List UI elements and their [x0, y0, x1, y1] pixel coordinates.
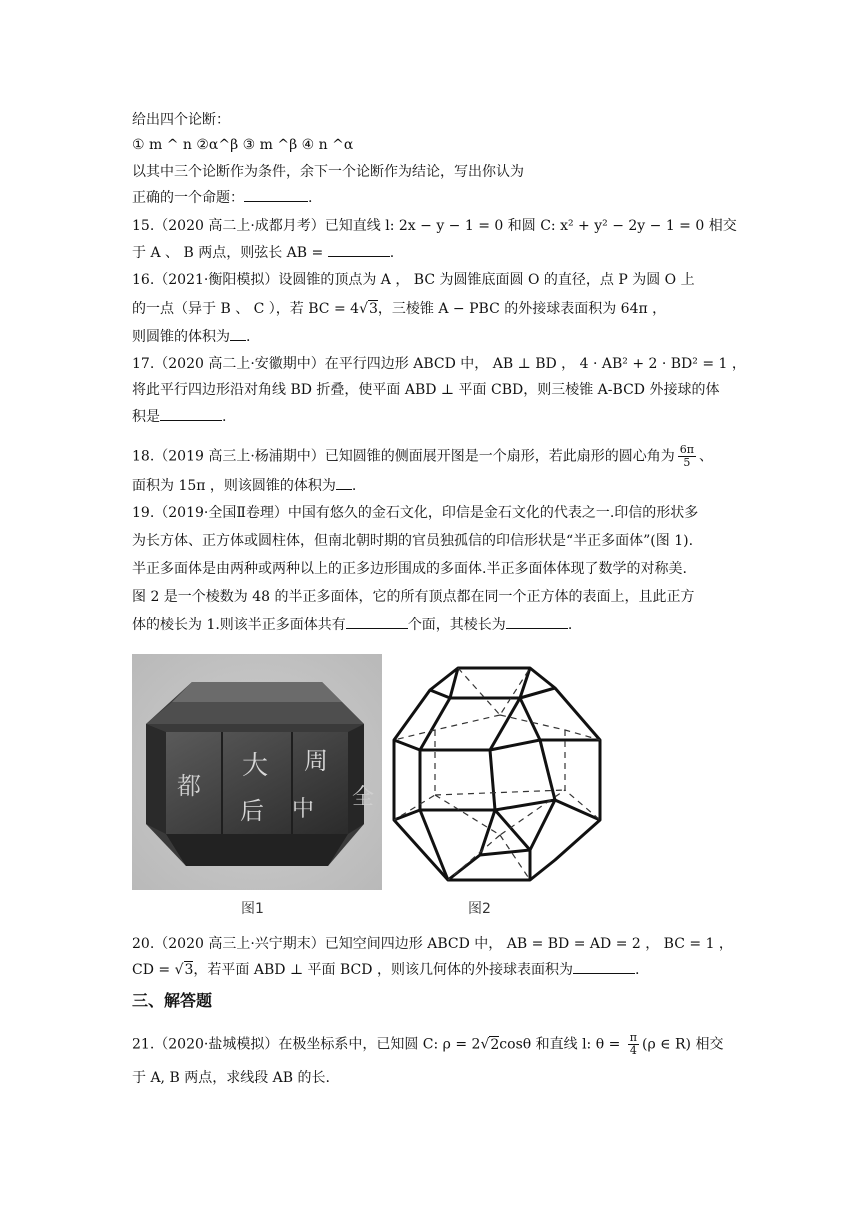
text: 20.（2020 高三上·兴宁期末）已知空间四边形 ABCD 中， AB = BD = AD = 2 ， BC = 1 ， — [132, 936, 733, 952]
q19-line-3 — [132, 559, 687, 579]
polyhedron-diagram — [390, 660, 610, 885]
text: 、 — [699, 448, 714, 465]
fraction-numerator: π — [629, 1031, 638, 1044]
text: 给出四个论断： — [132, 112, 230, 128]
answer-blank — [573, 973, 635, 974]
text: . — [389, 245, 395, 261]
seal-char: 全 — [352, 785, 375, 810]
figure-1-seal-photo — [132, 654, 382, 890]
seal-char: 后 — [240, 797, 264, 825]
text: 正确的一个命题： — [132, 190, 244, 206]
text: 图 2 是一个棱数为 48 的半正多面体，它的所有顶点都在同一个正方体的表面上，且此正方 — [132, 589, 695, 605]
text: cosθ 和直线 l: θ = — [499, 1036, 625, 1053]
text: 以其中三个论断作为条件，余下一个论断作为结论，写出你认为 — [132, 164, 524, 180]
q15-line-1 — [132, 216, 737, 236]
text: 则圆锥的体积为 — [132, 329, 230, 345]
answer-blank — [328, 256, 390, 257]
answer-blank — [230, 340, 246, 341]
text: 18.（2019 高三上·杨浦期中）已知圆锥的侧面展开图是一个扇形，若此扇形的圆心角为 — [132, 448, 675, 465]
intro-line-3 — [132, 162, 524, 182]
text: ① m ^ n ②α^β ③ m ^β ④ n ^α — [132, 137, 354, 153]
q18-line-2 — [132, 476, 356, 496]
sqrt-radicand: 3 — [184, 962, 194, 978]
seal-char: 中 — [292, 797, 315, 822]
text: 半正多面体是由两种或两种以上的正多边形围成的多面体.半正多面体体现了数学的对称美. — [132, 561, 687, 577]
answer-blank — [336, 489, 352, 490]
text: CD = — [132, 962, 175, 978]
intro-line-1 — [132, 110, 230, 130]
seal-photo-image — [132, 654, 382, 890]
q17-line-3 — [132, 407, 226, 427]
text: 个面，其棱长为 — [407, 617, 506, 633]
seal-char: 都 — [177, 772, 201, 800]
q15-line-2 — [132, 243, 394, 263]
answer-blank — [506, 628, 568, 629]
text: 16.（2021·衡阳模拟）设圆锥的顶点为 A ， BC 为圆锥底面圆 O 的直径，点 P 为圆 O 上 — [132, 272, 695, 288]
text: ，若平面 ABD ⊥ 平面 BCD ，则该几何体的外接球表面积为 — [193, 962, 573, 978]
q20-line-1 — [132, 934, 733, 954]
q19-line-1 — [132, 503, 698, 523]
intro-line-2 — [132, 135, 353, 155]
q19-line-4 — [132, 587, 695, 607]
q16-line-1 — [132, 270, 695, 290]
text: . — [222, 409, 227, 425]
q19-line-2 — [132, 531, 693, 551]
answer-blank — [160, 420, 222, 421]
sqrt-radicand: 3 — [368, 301, 378, 317]
q17-line-2 — [132, 380, 719, 400]
answer-blank — [346, 628, 408, 629]
sqrt-radicand: 2 — [490, 1036, 500, 1053]
text: 15.（2020 高二上·成都月考）已知直线 l: 2x − y − 1 = 0 和圆 C: x² + y² − 2y − 1 = 0 相交 — [132, 218, 737, 234]
text: . — [246, 329, 251, 345]
text: 体的棱长为 1.则该半正多面体共有 — [132, 617, 346, 633]
fraction-denominator: 4 — [629, 1044, 637, 1057]
q20-line-2: CD = √3，若平面 ABD ⊥ 平面 BCD ，则该几何体的外接球表面积为 . — [132, 962, 640, 978]
text: 将此平行四边形沿对角线 BD 折叠，使平面 ABD ⊥ 平面 CBD，则三棱锥 A-BCD 外接球的体 — [132, 382, 720, 398]
intro-line-4 — [132, 188, 312, 208]
text: 积是 — [132, 409, 160, 425]
text: . — [634, 962, 640, 978]
fraction-numerator: 6π — [679, 443, 695, 456]
q18-line-1 — [132, 444, 713, 469]
seal-char: 大 — [242, 751, 269, 781]
text: . — [308, 190, 313, 206]
answer-blank — [244, 201, 308, 202]
q16-line-2: 的一点（异于 B 、 C ），若 BC = 4√3，三棱锥 A − PBC 的外接球表面积为 64π ， — [132, 301, 667, 317]
text: ，三棱锥 A − PBC 的外接球表面积为 64π ， — [377, 301, 667, 317]
q17-line-1 — [132, 354, 746, 374]
text: 17.（2020 高二上·安徽期中）在平行四边形 ABCD 中， AB ⊥ BD ， 4 · AB² + 2 · BD² = 1 ， — [132, 356, 746, 372]
q21-line-2 — [132, 1068, 330, 1088]
text: 为长方体、正方体或圆柱体，但南北朝时期的官员独孤信的印信形状是“半正多面体”(图 1). — [132, 533, 694, 549]
seal-char: 周 — [304, 747, 328, 775]
text: 19.（2019·全国Ⅱ卷理）中国有悠久的金石文化，印信是金石文化的代表之一.印信的形状多 — [132, 505, 699, 521]
q21-line-1: 21.（2020·盐城模拟）在极坐标系中，已知圆 C: ρ = 2√2cosθ 和直线 l: θ = $\frac{\pi}{4}$ (ρ ∈ R) 相交 — [132, 1031, 724, 1057]
q19-line-5 — [132, 615, 572, 635]
figure-2-polyhedron — [390, 660, 610, 885]
text: (ρ ∈ R) 相交 — [642, 1036, 724, 1053]
figure-2-caption: 图2 — [468, 901, 491, 917]
text: . — [567, 617, 573, 633]
fraction — [628, 1032, 639, 1057]
fraction-denominator: 5 — [683, 456, 691, 469]
fraction — [678, 444, 696, 469]
text: . — [351, 478, 357, 494]
text: 21.（2020·盐城模拟）在极坐标系中，已知圆 C: ρ = 2 — [132, 1036, 481, 1053]
section-title: 三、解答题 — [132, 991, 213, 1010]
text: 面积为 15π ，则该圆锥的体积为 — [132, 478, 336, 494]
text: 于 A 、 B 两点，则弦长 AB = — [132, 245, 328, 261]
figure-1-caption: 图1 — [241, 901, 264, 917]
text: 的一点（异于 B 、 C ），若 BC = 4 — [132, 301, 360, 317]
q16-line-3 — [132, 327, 250, 347]
text: 于 A, B 两点，求线段 AB 的长. — [132, 1070, 330, 1086]
